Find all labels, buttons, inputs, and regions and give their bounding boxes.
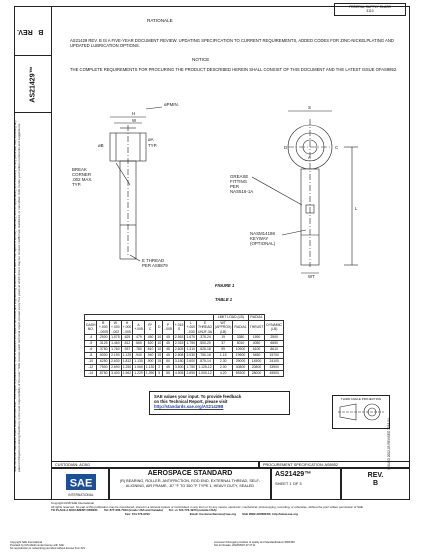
table-cell: 1.750 [186, 341, 195, 345]
thread-label-1: E THREAD [142, 258, 165, 263]
table-cell: 1.130 [134, 359, 143, 363]
col-radial: RADIAL [233, 320, 248, 335]
table-cell: 3.400 [111, 371, 120, 375]
table-cell: 2.690 [186, 371, 195, 375]
footer-left-2: Provided by IHS Markit under license with SAE [10, 544, 64, 548]
contact-row [51, 513, 410, 517]
federal-class-value: 3110 [366, 9, 374, 13]
table-cell: 2.605 [174, 347, 184, 351]
rationale-title: RATIONALE [147, 18, 173, 23]
table-cell: 8610 [265, 347, 284, 353]
table-cell: -4 [85, 335, 97, 341]
table-cell: 3380 [233, 335, 248, 341]
table-cell: .900 [144, 359, 156, 365]
ob-label: øB [98, 143, 104, 148]
wt-label: WT [308, 274, 315, 279]
table-cell: 1.760 [111, 347, 120, 351]
table-cell: 1.15 [213, 353, 232, 359]
a-label: A [308, 155, 311, 160]
table-cell: 1.060 [134, 365, 143, 369]
federal-supply-class-box [334, 3, 406, 16]
footer-mid [214, 541, 295, 547]
feedback-line-2: on this Technical Report, please visit [154, 399, 228, 404]
dimensions-table [84, 314, 284, 377]
table-cell: 9450 [248, 353, 265, 359]
side-doc-id: AS21429™ [29, 65, 37, 103]
grease-label-2: FITTING [230, 179, 248, 184]
nasm-label-2: KEYWAY [250, 236, 269, 241]
table-cell: 2.690 [111, 365, 120, 369]
col-d: D [156, 320, 163, 335]
footer-left-1: Copyright SAE International [10, 541, 43, 544]
sae-logo-text: SAE [69, 477, 93, 490]
table-cell: 33900 [265, 365, 284, 371]
typ-label: TYP. [148, 143, 158, 148]
table-cell: .875-14 [197, 359, 214, 365]
order-label: TO PLACE A DOCUMENT ORDER: [51, 508, 98, 512]
table-cell: .2500 [97, 335, 110, 341]
sheet-number: SHEET 1 OF 3 [275, 481, 302, 486]
table-cell: 59 [213, 347, 232, 353]
grease-label-4: NAS516-1A [230, 189, 254, 194]
col-s: +.015 S [173, 320, 185, 335]
w-label: W [132, 118, 137, 123]
table-cell: 1.125 [122, 353, 132, 357]
col-e: E THREAD UNJF-3A [198, 320, 212, 334]
side-disclaimer-block [13, 116, 39, 472]
table-cell: .3750 [97, 347, 110, 353]
table-cell: 1.125-12 [198, 365, 212, 369]
table-cell: 2.015 [174, 341, 184, 345]
table-cell: 29000 [233, 359, 248, 365]
col-dynamic: DYNAMIC (LB) [265, 320, 284, 335]
table-cell: -12 [85, 365, 97, 371]
sae-logo-sub: INTERNATIONAL [68, 493, 94, 497]
table-cell: 2.563 [174, 335, 184, 339]
table-cell: .520 [144, 341, 156, 347]
table-cell: .750-16 [197, 353, 214, 359]
table-cell: .625 [121, 335, 133, 341]
table-cell: .500-20 [197, 341, 214, 347]
footer-left-3: No reproduction or networking permitted without license from IHS [10, 547, 85, 551]
radial-header: RADIAL [248, 315, 265, 321]
table-cell: .8750 [97, 371, 110, 377]
table-cell: 55300 [233, 371, 248, 377]
table-cell: 2500 [265, 335, 284, 341]
table-title: TABLE 1 [215, 297, 233, 302]
standard-title: (R) BEARING, ROLLER, ANTIFRICTION, ROD END, EXTERNAL THREAD, SELF-ALIGNING, AIR FRAME, -67 °F TO 350 °F TYPE 1, HEAVY DUTY, SEALED [119, 479, 261, 488]
table-cell: 10 [157, 335, 162, 339]
thread-label-2: PER AS8879 [142, 263, 168, 268]
table-cell: .450 [144, 335, 156, 341]
table-cell: .665 [133, 341, 145, 347]
table-cell: .375-24 [197, 335, 214, 341]
feedback-link[interactable]: http://standards.sae.org/AS21429B [154, 404, 224, 409]
h-label: H [132, 111, 136, 116]
table-cell: 3.500 [174, 365, 184, 369]
table-cell: 1.000-12 [198, 371, 212, 375]
revision-value: B [372, 480, 379, 487]
left-divider [14, 55, 51, 56]
col-wt: WT (APPROX) (LB) [214, 320, 232, 334]
table-cell: .625-18 [197, 347, 214, 353]
notice-title: NOTICE [192, 57, 210, 62]
table-cell: 15 [157, 353, 162, 357]
table-cell: 45900 [265, 371, 284, 377]
col-r: R* C [144, 320, 156, 335]
col-b: B +.000 -.0005 [98, 320, 109, 334]
break-label-2: CORNER [72, 172, 92, 177]
sae-logo [51, 468, 109, 500]
left-divider [14, 112, 51, 113]
table-cell: 10 [157, 347, 162, 351]
table-cell: 19 [213, 335, 232, 341]
table-cell: .610 [144, 347, 156, 353]
break-label-4: TYP. [72, 182, 82, 187]
table-cell: 19900 [233, 353, 248, 359]
col-h: H +.000 -.005 [122, 320, 132, 334]
grease-label-3: PER [230, 184, 240, 189]
table-cell: 1.812 [122, 359, 132, 363]
pmin-label: øPMIN. [164, 102, 179, 107]
web-line: SAE WEB ADDRESS: http://www.sae.org [242, 511, 298, 516]
side-rev-block [16, 10, 50, 52]
table-cell: -14 [85, 371, 97, 377]
table-cell: .940 [133, 353, 145, 359]
l-label: L [355, 206, 358, 211]
table-cell: 55 [163, 371, 174, 377]
standard-number: AS21429™ [275, 471, 312, 478]
table-cell: .937 [121, 347, 133, 353]
table-cell: 28000 [248, 371, 265, 377]
rationale-text: AS21429 REV. B IS A FIVE-YEAR DOCUMENT REVIEW. UPDATING SPECIFICATION TO CURRENT REQUIREMENTS, ADDED CODES FOR ZINC-NICKELPLATING AND UPDATED LUBRICATION OPTIONS. [70, 38, 394, 49]
d-label: D [284, 145, 288, 150]
standard-title-cell [109, 468, 271, 500]
table-cell: 15 [157, 359, 162, 363]
copyright-line: Copyright 2018 SAE International [51, 501, 94, 505]
table-cell: 1.250 [122, 365, 132, 369]
fax-line: Fax: 724-776-0790 [125, 511, 150, 516]
table-cell: 4.505 [174, 371, 184, 375]
table-cell: 45 [163, 365, 174, 371]
s-label: S [308, 105, 311, 110]
table-cell: 1.229 [134, 371, 143, 375]
table-row [85, 371, 284, 377]
rod-end-bearing-drawing [52, 85, 402, 280]
table-cell: -6 [85, 347, 97, 353]
break-label-1: BREAK [72, 167, 87, 172]
table-cell: .3125 [97, 341, 110, 347]
table-cell: 3.180 [174, 359, 184, 363]
fine-print [51, 502, 410, 516]
custodian-cell: CUSTODIAN: ACBG [51, 461, 259, 468]
projection-label: THIRD ANGLE PROJECTION [340, 397, 382, 401]
table-cell: 2.190 [111, 353, 120, 357]
feedback-line-1: SAE values your input. To provide feedback [154, 394, 242, 399]
side-rev-value: B [38, 28, 44, 35]
col-l: L +.000 -.030 [186, 320, 196, 334]
table-cell: 45 [163, 335, 174, 341]
table-cell: 6650 [265, 341, 284, 347]
table-cell: -5 [85, 341, 97, 347]
col-dash: DASH NO. [85, 320, 97, 335]
footer-mid-2: Not for Resale, 2018/05/15 07:27:11 [214, 544, 256, 548]
standard-number-cell [271, 468, 341, 500]
break-label-3: .002 MAX. [72, 177, 93, 182]
col-a: A +.005 [133, 320, 145, 335]
nasm-label-1: NASM14198 [250, 231, 275, 236]
table-cell: 2 [156, 365, 163, 371]
table-cell: 2.600 [186, 359, 195, 363]
table-cell: .812 [121, 341, 133, 347]
table-cell: -10 [85, 359, 97, 365]
table-cell: 1.310 [186, 347, 195, 351]
limit-load-header: LIMIT LOAD (LB) [213, 315, 248, 321]
footer-left [10, 541, 85, 551]
email-line: Email: CustomerService@sae.org [189, 511, 237, 516]
table-cell: .7500 [97, 365, 110, 371]
standard-head: AEROSPACE STANDARD [147, 470, 233, 477]
table-cell: 2.030 [186, 353, 195, 357]
table-cell: 10 [157, 341, 162, 345]
table-cell: .6250 [97, 359, 110, 365]
oa-label: øA [148, 137, 154, 142]
table-cell: 50 [163, 359, 174, 365]
table-cell: 1.130 [145, 365, 155, 369]
table-cell: 1.460 [111, 341, 120, 345]
table-cell: 24100 [265, 359, 284, 365]
footer-mid-1: Licensee=Chongqing Institute of quality and Standardization/ 5964359 [214, 541, 295, 544]
table-cell: 1.750 [186, 365, 195, 369]
tel-line: Tel: 877-606-7323 (inside USA and Canada) [103, 508, 163, 512]
table-cell: 8010 [233, 341, 248, 347]
issued-revised-dates: ISSUED 2002-03 REVISED 2018-04 [387, 418, 391, 470]
table-cell: 15700 [265, 353, 284, 359]
table-body [85, 335, 284, 377]
table-cell: -8 [85, 353, 97, 359]
federal-class-label: FEDERAL SUPPLY CLASS [349, 5, 391, 9]
side-doc-id-block [16, 58, 50, 110]
col-p: P -.005 [163, 320, 174, 335]
table-cell: 20800 [248, 365, 265, 371]
table-cell: .780 [133, 347, 145, 353]
table-cell: 6100 [248, 347, 265, 353]
revision-label: REV. [367, 472, 384, 479]
table-cell: 1590 [248, 335, 265, 341]
table-cell: 2.00 [213, 365, 232, 371]
grease-label-1: GREASE [230, 174, 249, 179]
table-cell: 14500 [248, 359, 265, 365]
table-cell: 45 [163, 347, 174, 353]
table-cell: .5000 [97, 353, 110, 359]
table-cell: 2.808 [174, 353, 184, 357]
c-label: C [335, 145, 339, 150]
col-w: W +.000 -.002 [111, 320, 120, 334]
nasm-label-3: (OPTIONAL) [250, 241, 276, 246]
table-cell: 2.30 [213, 359, 232, 365]
procurement-cell: PROCUREMENT SPECIFICATION: AS8952 [259, 461, 410, 468]
col-thrust: THRUST [248, 320, 265, 335]
tel2-line: Tel: +1 724-776-4970 (outside USA) [168, 508, 217, 512]
table-cell: 4.20 [213, 371, 232, 377]
table-cell: 4050 [248, 341, 265, 347]
table-cell: .940 [144, 353, 156, 359]
side-disclaimer: SAE Technical Standards Board Rules provide that: "This report is published by SAE to advance the state of technical and engineering sciences. The use of this report is entirely voluntary, and its applicability and suitability for any particular use, including any patent infringement arising therefrom, is the sole responsibility of the user." SAE reviews each technical report at least every five years at which time it may be revised, reaffirmed, stabilized, or cancelled. SAE invites your written comments and suggestions. [13, 120, 22, 472]
table-cell: 10900 [233, 347, 248, 353]
table-cell: 5 [156, 371, 163, 377]
figure-title: FIGURE 1 [215, 283, 235, 288]
table-cell: 40800 [233, 365, 248, 371]
table-cell: .479 [133, 335, 145, 341]
table-cell: 1.670 [186, 335, 195, 339]
table-cell: 2.630 [111, 359, 120, 363]
table-cell: 37 [213, 341, 232, 347]
table-cell: 1.075 [111, 335, 120, 339]
rights-line: All rights reserved. No part of this publication may be reproduced, stored in a retrieval system or transmitted, in any form or by any means, electronic, mechanical, photocopying, recording, or otherwise, without the prior written permission of SAE. [51, 504, 364, 509]
issued-revised-block [370, 330, 406, 470]
table-cell: 1.562 [122, 371, 132, 375]
feedback-box [149, 391, 290, 415]
revision-cell [341, 468, 410, 500]
table-cell: 45 [163, 341, 174, 347]
side-rev-label: REV. [17, 28, 33, 35]
notice-text: THE COMPLETE REQUIREMENTS FOR PROCURING THE PRODUCT DESCRIBED HEREIN SHALL CONSIST OF THIS DOCUMENT AND THE LATEST ISSUE OFAS8952. [70, 67, 398, 72]
table-cell: 45 [163, 353, 174, 359]
table-cell: 1.390 [145, 371, 155, 375]
